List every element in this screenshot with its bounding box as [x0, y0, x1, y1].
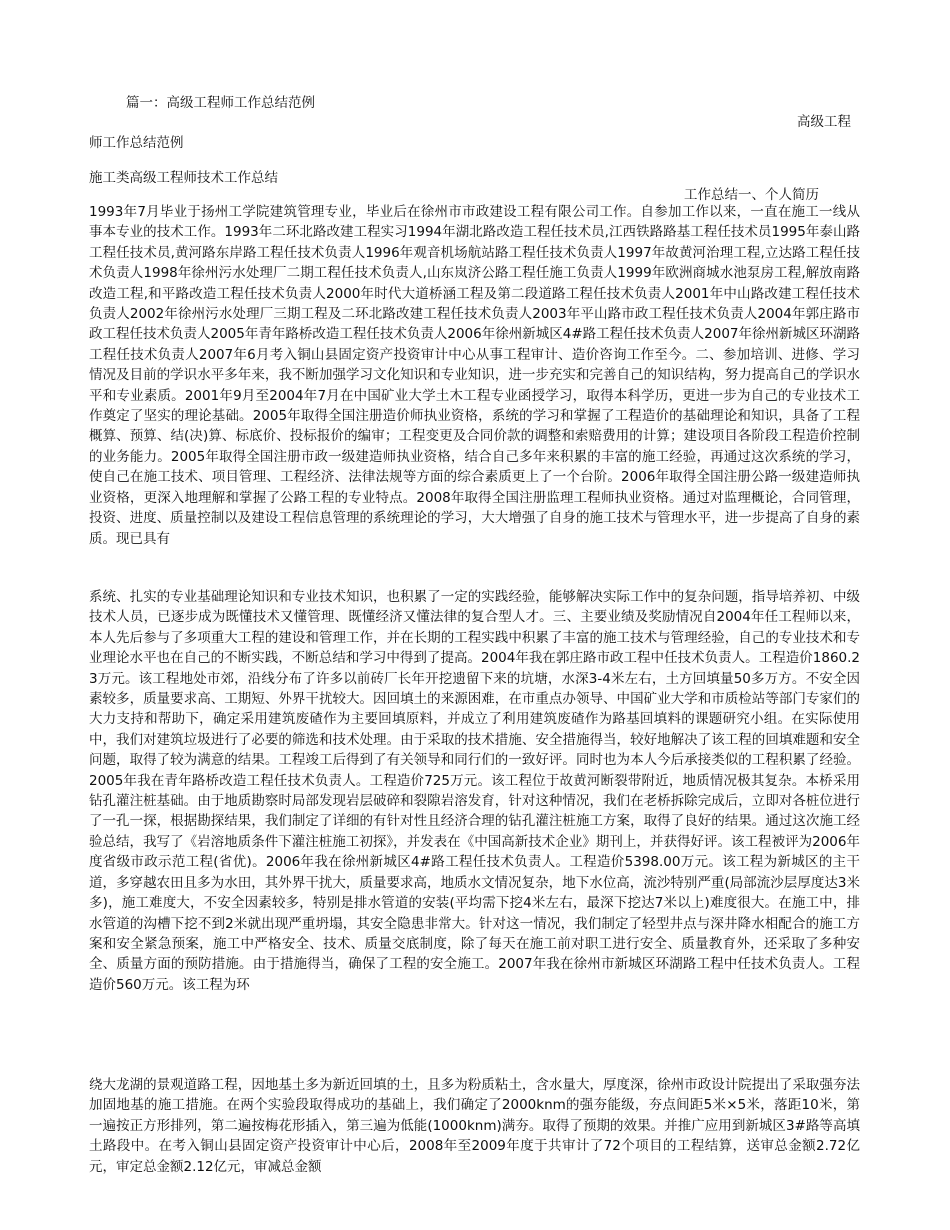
body-paragraph-3: 绕大龙湖的景观道路工程，因地基土多为新近回填的土，且多为粉质粘土，含水量大，厚度深，徐州市政设计院提出了采取强夯法加固地基的施工措施。在两个实验段取得成功的基础上，我们确定了2000knm的强夯能级，夯点间距5米×5米，落距10米，第一遍按正方形排列，第二遍按梅花形插入，第三遍为低能(1000knm)满夯。取得了预期的效果。并推广应用到新城区3#路等高填土路段中。在考入铜山县固定资产投资审计中心后，2008年至2009年度于共审计了72个项目的工程结算，送审总金额2.72亿元，审定总金额2.12亿元，审减总金额 — [89, 1077, 860, 1175]
body-paragraph-2: 系统、扎实的专业基础理论知识和专业技术知识，也积累了一定的实践经验，能够解决实际工作中的复杂问题，指导培养初、中级技术人员，已逐步成为既懂技术又懂管理、既懂经济又懂法律的复合型人才。三、主要业绩及奖励情况自2004年任工程师以来，本人先后参与了多项重大工程的建设和管理工作，并在长期的工程实践中积累了丰富的施工技术与管理经验，自己的专业技术和专业理论水平也在自己的不断实践，不断总结和学习中得到了提高。2004年我在郭庄路市政工程中任技术负责人。工程造价1860.23万元。该工程地处市郊，沿线分布了许多以前砖厂长年开挖遗留下来的坑塘，水深3-4米左右，土方回填量50多万方。不安全因素较多，质量要求高、工期短、外界干扰较大。因回填土的来源困难，在市重点办领导、中国矿业大学和市质检站等部门专家们的大力支持和帮助下，确定采用建筑废碴作为主要回填原料，并成立了利用建筑废碴作为路基回填料的课题研究小组。在实际使用中，我们对建筑垃圾进行了必要的筛选和技术处理。由于采取的技术措施、安全措施得当，较好地解决了该工程的回填难题和安全问题，取得了较为满意的结果。工程竣工后得到了有关领导和同行们的一致好评。同时也为本人今后承接类似的工程积累了经验。2005年我在青年路桥改造工程任技术负责人。工程造价725万元。该工程位于故黄河断裂带附近，地质情况极其复杂。本桥采用钻孔灌注桩基础。由于地质勘察时局部发现岩层破碎和裂隙岩溶发育，针对这种情况，我们在老桥拆除完成后，立即对各桩位进行了一孔一探，根据勘探结果，我们制定了详细的有针对性且经济合理的钻孔灌注桩施工方案，取得了良好的结果。通过这次施工经验总结，我写了《岩溶地质条件下灌注桩施工初探》，并发表在《中国高新技术企业》期刊上，并获得好评。该工程被评为2006年度省级市政示范工程(省优)。2006年我在徐州新城区4#路工程任技术负责人。工程造价5398.00万元。该工程为新城区的主干道，多穿越农田且多为水田，其外界干扰大，质量要求高，地质水文情况复杂，地下水位高，流沙特别严重(局部流沙层厚度达3米多)，施工难度大，不安全因素较多，特别是排水管道的安装(平均需下挖4米左右，最深下挖达7米以上)难度很大。在施工中，排水管道的沟槽下挖不到2米就出现严重坍塌，其安全隐患非常大。针对这一情况，我们制定了轻型井点与深井降水相配合的施工方案和安全紧急预案，施工中严格安全、技术、质量交底制度，除了每天在施工前对职工进行安全、质量教育外，还采取了多种安全、质量方面的预防措施。由于措施得当，确保了工程的安全施工。2007年我在徐州市新城区环湖路工程中任技术负责人。工程造价560万元。该工程为环 — [89, 589, 860, 993]
doc-title-continued: 师工作总结范例 — [89, 135, 184, 151]
section-heading: 工作总结一、个人简历 — [684, 187, 819, 203]
doc-subtitle: 施工类高级工程师技术工作总结 — [89, 170, 278, 186]
doc-title-right: 高级工程 — [797, 114, 851, 130]
body-paragraph-1: 1993年7月毕业于扬州工学院建筑管理专业，毕业后在徐州市市政建设工程有限公司工作。自参加工作以来，一直在施工一线从事本专业的技术工作。1993年二环北路改建工程实习1994年湖北路改造工程任技术员,江西铁路路基工程任技术员1995年泰山路工程任技术员,黄河路东岸路工程任技术负责人1996年观音机场航站路工程任技术负责人1997年故黄河治理工程,立达路工程任技术负责人1998年徐州污水处理厂二期工程任技术负责人,山东岚济公路工程任施工负责人1999年欧洲商城水池泵房工程,解放南路改造工程,和平路改造工程任技术负责人2000年时代大道桥涵工程及第二段道路工程任技术负责人2001年中山路改建工程任技术负责人2002年徐州污水处理厂三期工程及二环北路改建工程任技术负责人2003年平山路市政工程任技术负责人2004年郭庄路市政工程任技术负责人2005年青年路桥改造工程任技术负责人2006年徐州新城区4#路工程任技术负责人2007年徐州新城区环湖路工程任技术负责人2007年6月考入铜山县固定资产投资审计中心从事工程审计、造价咨询工作至今。二、参加培训、进修、学习情况及目前的学识水平多年来，我不断加强学习文化知识和专业知识，进一步充实和完善自己的知识结构，努力提高自己的学识水平和专业素质。2001年9月至2004年7月在中国矿业大学土木工程专业函授学习，取得本科学历，更进一步为自己的专业技术工作奠定了坚实的理论基础。2005年取得全国注册造价师执业资格，系统的学习和掌握了工程造价的基础理论和知识，具备了工程概算、预算、结(决)算、标底价、投标报价的编审；工程变更及合同价款的调整和索赔费用的计算；建设项目各阶段工程造价控制的业务能力。2005年取得全国注册市政一级建造师执业资格，结合自己多年来积累的丰富的施工经验，再通过这次系统的学习，使自己在施工技术、项目管理、工程经济、法律法规等方面的综合素质更上了一个台阶。2006年取得全国注册公路一级建造师执业资格，更深入地理解和掌握了公路工程的专业特点。2008年取得全国注册监理工程师执业资格。通过对监理概论，合同管理，投资、进度、质量控制以及建设工程信息管理的系统理论的学习，大大增强了自身的施工技术与管理水平，进一步提高了自身的素质。现已具有 — [89, 204, 860, 547]
doc-title: 篇一：高级工程师工作总结范例 — [126, 95, 315, 111]
